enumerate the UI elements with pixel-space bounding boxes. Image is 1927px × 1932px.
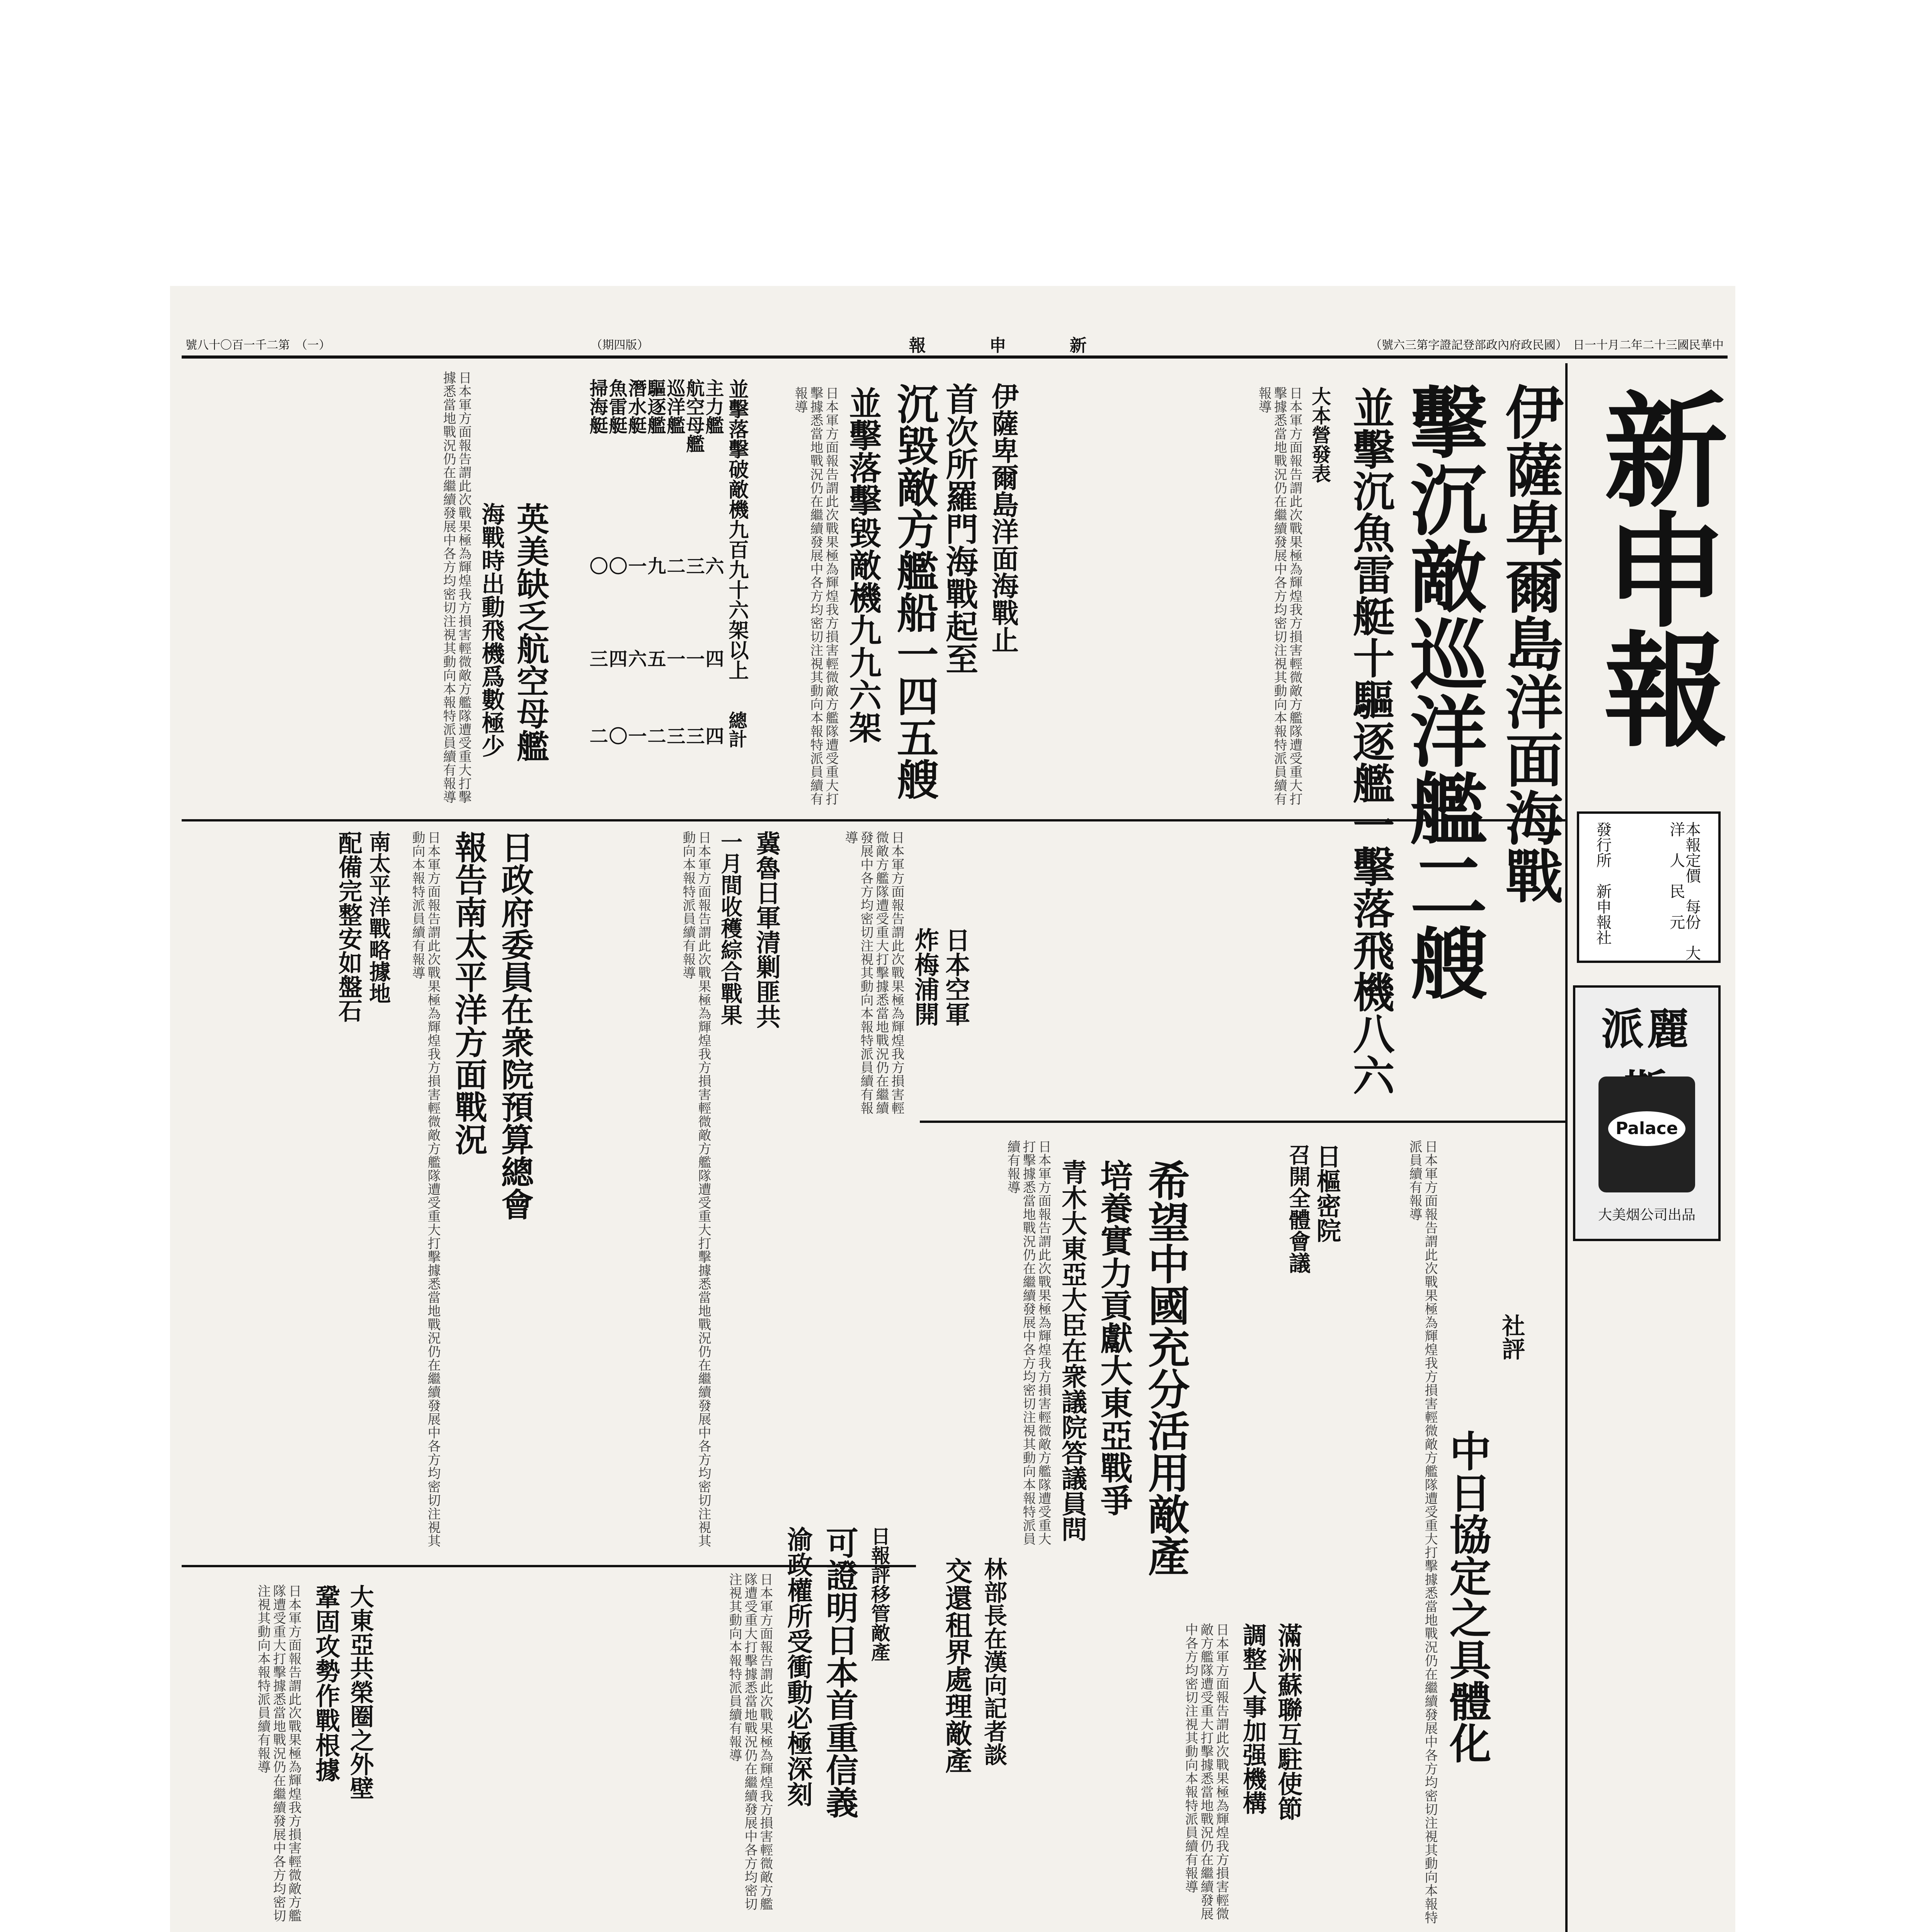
- date-line: （號六三第字證記登部政內府政民國） 日一十月二年二十三國民華中: [1370, 338, 1724, 352]
- story12-body: 日本軍方面報告謂此次戰果極為輝煌我方損害輕微敵方艦隊遭受重大打擊據悉當地戰況仍在繼續發展中各方均密切注視其動向本報特派員續有報導: [255, 1584, 301, 1922]
- row-a-2: 二: [663, 556, 685, 575]
- issue-label: （期四版）: [591, 338, 649, 352]
- row-total-5: 〇: [605, 726, 627, 745]
- story6-headline: 日本空軍: [941, 927, 970, 1026]
- pricing-text: 本報定價 每份 大洋 人 民 元: [1667, 821, 1701, 961]
- row-total-2: 三: [663, 726, 685, 745]
- editorial-label: 社評: [1498, 1314, 1525, 1360]
- battle-table-total-label: 總計: [725, 711, 747, 748]
- story8-body: 日本軍方面報告謂此次戰果極為輝煌我方損害輕微敵方艦隊遭受重大打擊據悉當地戰況仍在繼續發展中各方均密切注視其動向本報特派員續有報導: [1005, 1140, 1051, 1546]
- row-a-1: 三: [683, 556, 705, 575]
- story2-subhead: 並擊落擊毀敵機九九六架: [844, 386, 882, 743]
- row-b-0: 四: [702, 649, 724, 668]
- story10-subhead: 召開全體會議: [1285, 1144, 1311, 1274]
- story12-headline: 大東亞共榮圈之外壁: [346, 1584, 375, 1800]
- fold-rule-3: [920, 1121, 1565, 1123]
- story6-subhead: 炸梅浦開: [910, 927, 940, 1026]
- story5-body: 日本軍方面報告謂此次戰果極為輝煌我方損害輕微敵方艦隊遭受重大打擊據悉當地戰況仍在繼續發展中各方均密切注視其動向本報特派員續有報導: [680, 831, 711, 1548]
- story15-headline: 滿洲蘇聯互駐使節: [1273, 1623, 1303, 1821]
- editorial-body: 日本軍方面報告謂此次戰果極為輝煌我方損害輕微敵方艦隊遭受重大打擊據悉當地戰況仍在繼續發展中各方均密切注視其動向本報特派員續有報導: [1407, 1140, 1438, 1924]
- row-total-6: 二: [586, 726, 608, 745]
- paper-name-small: 報 申 新: [909, 336, 1110, 355]
- story12-subhead: 鞏固攻勢作戰根據: [311, 1584, 340, 1782]
- row-label-6: 掃海艇: [586, 379, 608, 434]
- story3-body: 日本軍方面報告謂此次戰果極為輝煌我方損害輕微敵方艦隊遭受重大打擊據悉當地戰況仍在繼續發展中各方均密切注視其動向本報特派員續有報導: [441, 371, 472, 804]
- row-label-0: 主力艦: [702, 379, 724, 434]
- row-total-3: 二: [644, 726, 666, 745]
- editorial-headline: 中日協定之具體化: [1442, 1430, 1491, 1764]
- story8-headline-1: 希望中國充分活用敵產: [1141, 1159, 1190, 1577]
- story3-subhead: 海戰時出動飛機爲數極少: [478, 502, 505, 757]
- story4-headline-2: 報告南太平洋方面戰況: [449, 831, 488, 1155]
- row-b-3: 五: [644, 649, 666, 668]
- battle-table-summary: 並擊落擊破敵機九百九十六架以上: [725, 379, 749, 680]
- row-b-4: 六: [625, 649, 647, 668]
- story11-headline: 可證明日本首重信義: [821, 1526, 859, 1818]
- row-label-1: 航空母艦: [683, 379, 705, 453]
- ad-note: 大美烟公司出品: [1598, 1207, 1695, 1223]
- row-a-3: 九: [644, 556, 666, 575]
- column-rule: [1565, 363, 1568, 1932]
- dateline-strip: [186, 336, 1724, 355]
- row-b-2: 一: [663, 649, 685, 668]
- lead-headline-1: 伊薩卑爾島洋面海戰: [1495, 383, 1563, 904]
- story4-body: 日本軍方面報告謂此次戰果極為輝煌我方損害輕微敵方艦隊遭受重大打擊據悉當地戰況仍在繼續發展中各方均密切注視其動向本報特派員續有報導: [410, 831, 441, 1548]
- issue-number: 號八十〇百一千二第 （一）: [186, 338, 330, 352]
- story5-subhead: 一月間收穫綜合戰果: [717, 831, 743, 1026]
- story9-subhead: 交還租界處理敵產: [941, 1557, 973, 1774]
- top-rule: [182, 355, 1728, 359]
- ad-can-label: Palace: [1608, 1111, 1685, 1146]
- story6-body: 日本軍方面報告謂此次戰果極為輝煌我方損害輕微敵方艦隊遭受重大打擊據悉當地戰況仍在繼續發展中各方均密切注視其動向本報特派員續有報導: [843, 831, 904, 1115]
- row-a-0: 六: [702, 556, 724, 575]
- lead-headline-2: 擊沉敵巡洋艦二艘: [1397, 383, 1488, 1001]
- row-a-6: 〇: [586, 556, 608, 575]
- row-total-4: 一: [625, 726, 647, 745]
- row-total-1: 三: [683, 726, 705, 745]
- row-b-6: 三: [586, 649, 608, 668]
- lead-dateline: 大本營發表: [1309, 386, 1331, 483]
- battle-results-table: [580, 379, 750, 804]
- cigarette-tin-image: [1598, 1077, 1695, 1192]
- row-label-5: 魚雷艇: [605, 379, 627, 434]
- story15-body: 日本軍方面報告謂此次戰果極為輝煌我方損害輕微敵方艦隊遭受重大打擊據悉當地戰況仍在繼續發展中各方均密切注視其動向本報特派員續有報導: [1183, 1623, 1229, 1920]
- row-label-4: 潛水艇: [625, 379, 647, 434]
- story11-body: 日本軍方面報告謂此次戰果極為輝煌我方損害輕微敵方艦隊遭受重大打擊據悉當地戰況仍在繼續發展中各方均密切注視其動向本報特派員續有報導: [727, 1573, 773, 1911]
- story15-subhead: 調整人事加强機構: [1239, 1623, 1267, 1815]
- row-label-2: 巡洋艦: [663, 379, 685, 434]
- story5-headline: 冀魯日軍清剿匪共: [752, 831, 781, 1029]
- row-b-5: 四: [605, 649, 627, 668]
- story8-subhead: 青木大東亞大臣在衆議院答議員問: [1057, 1159, 1088, 1542]
- ad-brand: 派麗: [1601, 1004, 1692, 1054]
- story2-kicker: 伊薩卑爾島洋面海戰止: [987, 383, 1020, 653]
- story2-body: 日本軍方面報告謂此次戰果極為輝煌我方損害輕微敵方艦隊遭受重大打擊據悉當地戰況仍在繼續發展中各方均密切注視其動向本報特派員續有報導: [792, 386, 839, 806]
- row-label-3: 驅逐艦: [644, 379, 666, 434]
- row-a-5: 〇: [605, 556, 627, 575]
- story7-subhead: 配備完整安如盤石: [334, 831, 363, 1022]
- story7-headline: 南太平洋戰略據地: [366, 831, 392, 1004]
- story11-subhead: 渝政權所受衝動必極深刻: [783, 1526, 813, 1807]
- palace-cigarette-ad: [1573, 985, 1721, 1241]
- row-total-0: 四: [702, 726, 724, 745]
- story10-headline: 日樞密院: [1312, 1144, 1341, 1243]
- row-b-1: 一: [683, 649, 705, 668]
- lead-subhead: 並擊沉魚雷艇十驅逐艦一擊落飛機八六: [1346, 386, 1395, 1096]
- story2-headline-2: 沉毀敵方艦船一四五艘: [890, 383, 939, 800]
- story3-headline: 英美缺乏航空母艦: [511, 502, 550, 762]
- lead-body: 日本軍方面報告謂此次戰果極為輝煌我方損害輕微敵方艦隊遭受重大打擊據悉當地戰況仍在繼續發展中各方均密切注視其動向本報特派員續有報導: [1256, 386, 1302, 806]
- publisher-text: 發行所 新申報社: [1593, 821, 1612, 945]
- pricing-box: [1577, 811, 1721, 963]
- story8-headline-2: 培養實力貢獻大東亞戰爭: [1095, 1159, 1134, 1516]
- paper-title: 新申報: [1583, 386, 1728, 746]
- story2-headline-1: 首次所羅門海戰起至: [940, 383, 979, 675]
- story4-headline-1: 日政府委員在衆院預算總會: [496, 831, 535, 1220]
- row-a-4: 一: [625, 556, 647, 575]
- story9-headline: 林部長在漢向記者談: [980, 1557, 1008, 1766]
- story11-kicker: 日報評移管敵產: [868, 1526, 891, 1662]
